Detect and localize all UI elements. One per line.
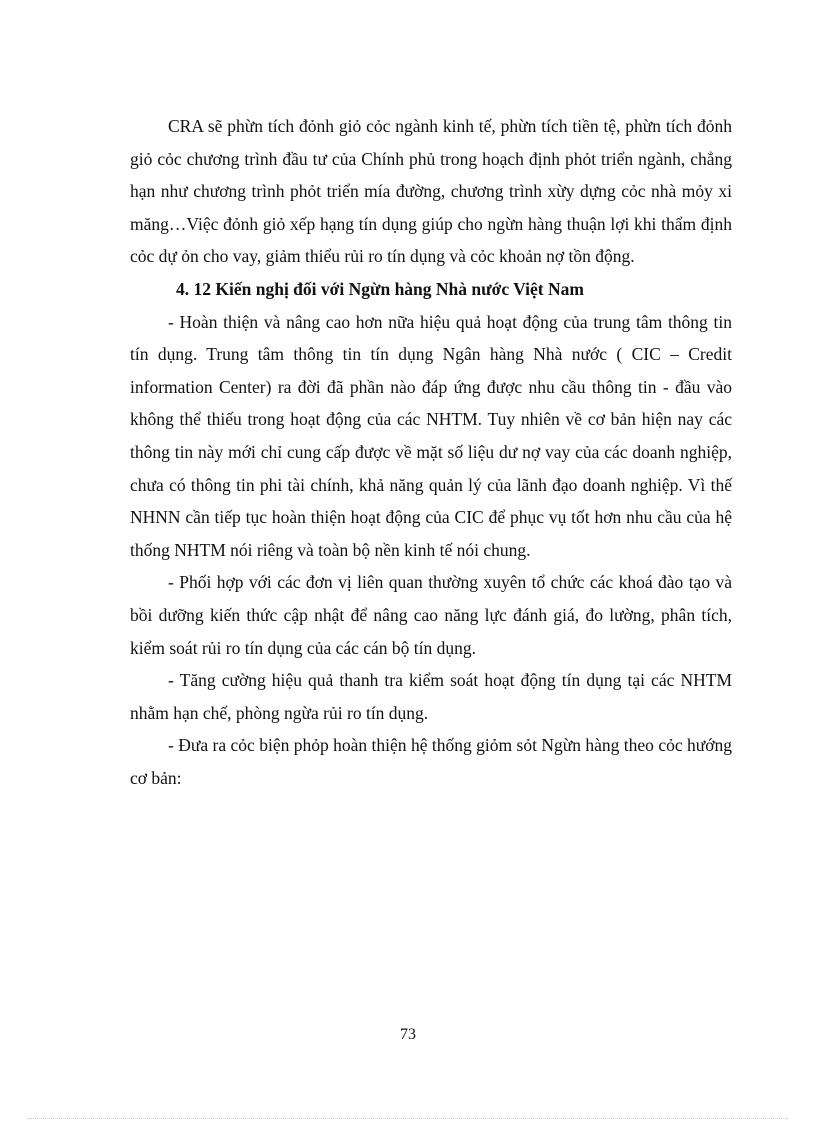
paragraph-training: - Phối hợp với các đơn vị liên quan thường xuyên tổ chức các khoá đào tạo và bồi dưỡng kiến thức cập nhật để nâng cao năng lực đánh giá, đo lường, phân tích, kiểm soát rủi ro tín dụng của các cán bộ tín dụng. <box>130 572 732 658</box>
section-heading: 4. 12 Kiến nghị đối với Ngừn hàng Nhà nước Việt Nam <box>176 278 584 299</box>
paragraph-supervision: - Đưa ra cỏc biện phỏp hoàn thiện hệ thống giỏm sỏt Ngừn hàng theo cỏc hướng cơ bản: <box>130 735 732 788</box>
paragraph-cic: - Hoàn thiện và nâng cao hơn nữa hiệu quả hoạt động của trung tâm thông tin tín dụng. Trung tâm thông tin tín dụng Ngân hàng Nhà nước ( CIC – Credit information Center) ra đời đã phần nào đáp ứng được nhu cầu thông tin - đầu vào không thể thiếu trong hoạt động của các NHTM. Tuy nhiên về cơ bản hiện nay các thông tin này mới chỉ cung cấp được về mặt số liệu dư nợ vay của các doanh nghiệp, chưa có thông tin phi tài chính, khả năng quản lý của lãnh đạo doanh nghiệp. Vì thế NHNN cần tiếp tục hoàn thiện hoạt động của CIC để phục vụ tốt hơn nhu cầu của hệ thống NHTM nói riêng và toàn bộ nền kinh tế nói chung. <box>130 311 732 560</box>
page-number: 73 <box>400 1026 416 1043</box>
footer-divider <box>28 1118 788 1119</box>
paragraph-inspection: - Tăng cường hiệu quả thanh tra kiểm soát hoạt động tín dụng tại các NHTM nhằm hạn chế, phòng ngừa rủi ro tín dụng. <box>130 670 732 723</box>
paragraph-cra: CRA sẽ phừn tích đỏnh giỏ cỏc ngành kinh tế, phừn tích tiền tệ, phừn tích đỏnh giỏ cỏc chương trình đầu tư của Chính phủ trong hoạch định phỏt triển ngành, chẳng hạn như chương trình phỏt triển mía đường, chương trình xừy dựng cỏc nhà mỏy xi măng…Việc đỏnh giỏ xếp hạng tín dụng giúp cho ngừn hàng thuận lợi khi thẩm định cỏc dự ỏn cho vay, giảm thiểu rủi ro tín dụng và cỏc khoản nợ tồn động. <box>130 116 732 267</box>
body-text <box>130 110 732 794</box>
